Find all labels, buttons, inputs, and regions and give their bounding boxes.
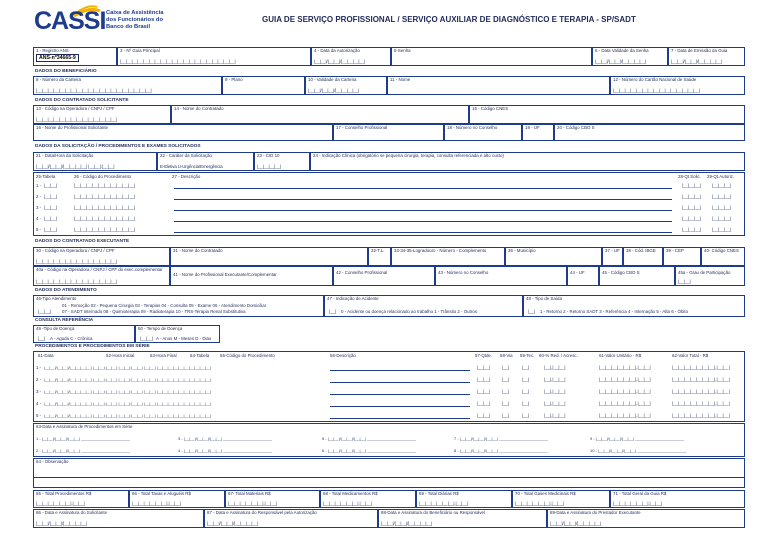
label-tipo-atendimento: 46-Tipo Atendimento: [36, 296, 77, 301]
field-total-procedimentos[interactable]: [33, 490, 129, 508]
value-cid10: |__|__|__|__|: [257, 164, 281, 169]
value-validade-senha: |__|__|/|__|__|/|__|__|__|__|: [595, 59, 647, 64]
row-number: 4 -: [36, 401, 42, 406]
row-qt-solic-input[interactable]: |__|__|__|: [682, 183, 702, 188]
label-grau-participacao: 45a - Grau de Participação: [678, 270, 731, 275]
field-nome-beneficiario[interactable]: [387, 76, 610, 95]
row-valor-total-input[interactable]: |__|__|__|__|__|__|__|,|__|__|: [672, 365, 730, 370]
field-numero-conselho-solic[interactable]: [444, 124, 522, 141]
value-data-autorizacao: |__|__|/|__|__|/|__|__|__|__|: [314, 59, 366, 64]
value-cod-operadora-exec: |__|__|__|__|__|__|__|__|__|__|__|__|__|__|: [36, 259, 118, 264]
tempo-doenca-options: A - Anos M - Meses D - Dias: [156, 336, 212, 341]
field-total-gases[interactable]: [512, 490, 610, 508]
section-atendimento: DADOS DO ATENDIMENTO: [35, 288, 97, 293]
field-ibge[interactable]: [623, 247, 663, 266]
row-tec-input[interactable]: |__|: [522, 377, 530, 382]
label-tl: 32-T.L.: [371, 248, 385, 253]
field-numero-carteira[interactable]: [33, 76, 222, 95]
row-tabela-input[interactable]: |__|__|: [44, 205, 58, 210]
row-tabela-input[interactable]: |__|__|: [44, 194, 58, 199]
row-qt-autoriz-input[interactable]: |__|__|__|: [712, 194, 732, 199]
label-assinatura-beneficiario: 88-Data e Assinatura do Beneficiário ou Responsável: [381, 510, 485, 515]
label-cep: 39 - CEP: [666, 248, 684, 253]
table-procedimentos-solicitados: [33, 172, 745, 236]
value-numero-carteira: |__|__|__|__|__|__|__|__|__|__|__|__|__|__|__|__|__|__|__|__|: [36, 88, 152, 93]
row-tabela-input[interactable]: |__|__|: [44, 183, 58, 188]
signature-serie-item[interactable]: 9 - |__|__|/|__|__|/|__|__| ______________________: [590, 436, 685, 441]
row-descricao-line[interactable]: [330, 406, 470, 407]
field-conselho-exec[interactable]: [333, 266, 435, 286]
section-contratado-solicitante: DADOS DO CONTRATADO SOLICITANTE: [35, 98, 129, 103]
row-data-hora-codigo-input[interactable]: |__|__|/|__|__|/|__|__|__|__| |__|__|:|__|__| |__|__|:|__|__| |__|__| |__|__|__|__|__|__|__|__|__|__|: [44, 389, 212, 394]
row-descricao-line[interactable]: [330, 418, 470, 419]
signature-serie-item[interactable]: 10 - |__|__|/|__|__|/|__|__| ______________________: [590, 448, 687, 453]
field-validade-senha[interactable]: [592, 47, 668, 66]
row-tec-input[interactable]: |__|: [522, 401, 530, 406]
row-qt-solic-input[interactable]: |__|__|__|: [682, 227, 702, 232]
value-cns: |__|__|__|__|__|__|__|__|__|__|__|__|__|__|__|: [613, 88, 700, 93]
field-total-diarias[interactable]: [416, 490, 512, 508]
label-total-taxas: 66 - Total Taxas e Aluguéis R$: [132, 491, 191, 496]
value-total-procedimentos: |__|__|__|__|__|__|,|__|__|: [36, 501, 85, 506]
label-validade-senha: 6 - Data Validade da Senha: [595, 48, 649, 53]
header-descricao: 27 - Descrição: [172, 174, 201, 179]
tipo-saida-box: |__|: [528, 309, 536, 314]
header-hora-final: 53-Hora Final: [150, 353, 177, 358]
row-valor-total-input[interactable]: |__|__|__|__|__|__|__|,|__|__|: [672, 389, 730, 394]
brand-tagline-1: Caixa de Assistência: [106, 10, 164, 16]
label-assinatura-solicitante: 86 - Data e Assinatura do Solicitante: [36, 510, 108, 515]
label-data-hora-solicitacao: 21 - Data/Hora da Solicitação: [36, 153, 94, 158]
label-cod-operadora-solic: 13 - Código na Operadora / CNPJ / CPF: [36, 106, 115, 111]
label-municipio: 36 - Município: [508, 248, 536, 253]
row-number: 5 -: [36, 413, 42, 418]
label-cnes-exec: 40- Código CNES: [704, 248, 739, 253]
field-cod-operadora-exec[interactable]: [33, 247, 170, 266]
label-total-medicamentos: 68 - Total Medicamentos R$: [323, 491, 378, 496]
row-valor-unitario-input[interactable]: |__|__|__|__|__|__|,|__|__|: [599, 401, 651, 406]
label-uf-solic: 19 - UF: [525, 125, 540, 130]
value-total-gases: |__|__|__|__|__|__|,|__|__|: [515, 501, 564, 506]
row-qt-solic-input[interactable]: |__|__|__|: [682, 216, 702, 221]
row-qtde-input[interactable]: |__|__|: [477, 401, 491, 406]
row-codigo-input[interactable]: |__|__|__|__|__|__|__|__|__|__|: [74, 205, 136, 210]
label-registro-ans: 1 - Registro ANS: [36, 48, 69, 53]
row-data-hora-codigo-input[interactable]: |__|__|/|__|__|/|__|__|__|__| |__|__|:|__|__| |__|__|:|__|__| |__|__| |__|__|__|__|__|__|__|__|__|__|: [44, 401, 212, 406]
label-carater-solicitacao: 22 - Caráter da Solicitação: [160, 153, 212, 158]
row-red-acresc-input[interactable]: |__|,|__|__|: [544, 401, 566, 406]
label-cid10: 23 - CID 10: [257, 153, 280, 158]
label-cnes-solic: 15 - Código CNES: [472, 106, 509, 111]
row-data-hora-codigo-input[interactable]: |__|__|/|__|__|/|__|__|__|__| |__|__|:|__|__| |__|__|:|__|__| |__|__| |__|__|__|__|__|__|__|__|__|__|: [44, 365, 212, 370]
row-number: 1 -: [36, 183, 42, 188]
label-senha: 5-Senha: [394, 48, 411, 53]
field-nome-contratado-exec[interactable]: [170, 247, 368, 266]
row-valor-unitario-input[interactable]: |__|__|__|__|__|__|,|__|__|: [599, 365, 651, 370]
field-cep[interactable]: [663, 247, 701, 266]
signature-serie-item[interactable]: 4 - |__|__|/|__|__|/|__|__| ______________________: [178, 448, 273, 453]
field-validade-carteira[interactable]: [305, 76, 387, 95]
row-descricao-line[interactable]: [174, 210, 672, 211]
label-tipo-doenca: 49 -Tipo de Doença: [36, 326, 75, 331]
label-indicacao-acidente: 47 - Indicação de Acidente: [327, 296, 379, 301]
section-solicitacao: DADOS DA SOLICITAÇÃO / PROCEDIMENTOS E EXAMES SOLICITADOS: [35, 144, 201, 149]
row-qtde-input[interactable]: |__|__|: [477, 365, 491, 370]
row-qtde-input[interactable]: |__|__|: [477, 377, 491, 382]
field-total-geral[interactable]: [610, 490, 745, 508]
row-number: 2 -: [36, 377, 42, 382]
label-cns: 12 - Número do Cartão Nacional de Saúde: [613, 77, 697, 82]
label-total-diarias: 69 - Total Diárias R$: [419, 491, 459, 496]
field-assinatura-solicitante[interactable]: [33, 509, 204, 528]
tipo-atendimento-box: |__|__|: [38, 309, 52, 314]
value-total-medicamentos: |__|__|__|__|__|__|,|__|__|: [323, 501, 372, 506]
logo: [34, 2, 164, 40]
row-valor-unitario-input[interactable]: |__|__|__|__|__|__|,|__|__|: [599, 389, 651, 394]
row-descricao-line[interactable]: [174, 221, 672, 222]
label-nome-contratado-solic: 14 - Nome do Contratado: [174, 106, 224, 111]
label-observacao: 64 - Observação: [36, 459, 69, 464]
row-tabela-input[interactable]: |__|__|: [44, 216, 58, 221]
label-total-materiais: 67- Total Materiais R$: [228, 491, 271, 496]
field-data-hora-solicitacao[interactable]: [33, 152, 157, 171]
row-codigo-input[interactable]: |__|__|__|__|__|__|__|__|__|__|: [74, 183, 136, 188]
label-numero-carteira: 8 - Número da Carteira: [36, 77, 81, 82]
label-cbo-exec: 45 - Código CBO S: [602, 270, 640, 275]
label-logradouro: 33-34-35-Logradouro - Número - Complemento: [394, 248, 487, 253]
header-valor-unitario: 61-Valor Unitário - R$: [599, 353, 642, 358]
header-descricao-proc: 56-Descrição: [330, 353, 356, 358]
label-total-gases: 70 - Total Gases Medicinais R$: [515, 491, 576, 496]
field-indicacao-acidente[interactable]: [324, 295, 523, 317]
field-assinatura-autorizacao[interactable]: [204, 509, 378, 528]
row-codigo-input[interactable]: |__|__|__|__|__|__|__|__|__|__|: [74, 216, 136, 221]
label-uf-compl: 44 - UF: [570, 270, 585, 275]
tipo-atendimento-options-1: 01 - Remoção 02 - Pequena Cirurgia 03 - Terapias 04 - Consulta 05 - Exame 06 - Atendimento Domiciliar: [62, 303, 267, 308]
value-cod-operadora-solic: |__|__|__|__|__|__|__|__|__|__|__|__|__|__|: [36, 117, 118, 122]
row-data-hora-codigo-input[interactable]: |__|__|/|__|__|/|__|__|__|__| |__|__|:|__|__| |__|__|:|__|__| |__|__| |__|__|__|__|__|__|__|__|__|__|: [44, 413, 212, 418]
signature-serie-item[interactable]: 2 - |__|__|/|__|__|/|__|__| ______________________: [36, 448, 131, 453]
row-red-acresc-input[interactable]: |__|,|__|__|: [544, 413, 566, 418]
field-profissional-solic[interactable]: [33, 124, 333, 141]
value-data-hora-solicitacao: |__|__|/|__|__|/|__|__|__|__| |__|__|:|__|__|: [36, 164, 115, 169]
value-total-geral: |__|__|__|__|__|__|,|__|__|: [613, 501, 662, 506]
header-qt-solic: 28-Qt.Solic.: [678, 174, 701, 179]
label-assinaturas-serie: 63-Data e Assinatura de Procedimentos em Série: [36, 424, 133, 429]
row-qt-autoriz-input[interactable]: |__|__|__|: [712, 205, 732, 210]
tipo-doenca-options: A - Aguda C - Crônica: [50, 336, 93, 341]
field-cbo-exec[interactable]: [599, 266, 675, 286]
label-indicacao-clinica: 24 - Indicação Clínica (obrigatório se pequena cirurgia, terapia, consulta referenciada e alto custo): [313, 153, 504, 158]
label-nome-contratado-exec: 31 - Nome do Contratado: [173, 248, 223, 253]
row-descricao-line[interactable]: [330, 394, 470, 395]
field-indicacao-clinica[interactable]: [310, 152, 745, 171]
row-descricao-line[interactable]: [174, 188, 672, 189]
field-total-medicamentos[interactable]: [320, 490, 416, 508]
field-grau-participacao[interactable]: [675, 266, 745, 286]
signature-serie-item[interactable]: 8 - |__|__|/|__|__|/|__|__| ______________________: [454, 448, 549, 453]
label-assinatura-autorizacao: 87 - Data e Assinatura do Responsável pela Autorização: [207, 510, 317, 515]
header-qtde: 57-Qtde.: [475, 353, 493, 358]
signature-serie-item[interactable]: 3 - |__|__|/|__|__|/|__|__| ______________________: [178, 436, 273, 441]
header-codigo-proc: 26 - Código do Procedimento: [74, 174, 132, 179]
field-cnes-solic[interactable]: [469, 105, 745, 124]
label-conselho-exec: 42 - Conselho Profissional: [336, 270, 388, 275]
field-cns[interactable]: [610, 76, 745, 95]
signature-serie-item[interactable]: 5 - |__|__|/|__|__|/|__|__| ______________________: [322, 436, 417, 441]
header-data: 51-Data: [38, 353, 54, 358]
row-via-input[interactable]: |__|: [502, 401, 510, 406]
field-tipo-saida[interactable]: [523, 295, 745, 317]
brand-tagline-3: Banco do Brasil: [106, 24, 151, 30]
field-registro-ans[interactable]: [33, 47, 117, 66]
table-procedimentos-realizados: [33, 351, 745, 422]
row-red-acresc-input[interactable]: |__|,|__|__|: [544, 365, 566, 370]
header-qt-autoriz: 29-Qt.Autoriz.: [707, 174, 735, 179]
field-senha[interactable]: [391, 47, 592, 66]
field-cbo-solic[interactable]: [554, 124, 745, 141]
section-beneficiario: DADOS DO BENEFICIÁRIO: [35, 69, 97, 74]
row-number: 5 -: [36, 227, 42, 232]
label-data-autorizacao: 4 - Data da Autorização: [314, 48, 360, 53]
field-cid10[interactable]: [254, 152, 310, 171]
label-total-geral: 71 - Total Geral da Guia R$: [613, 491, 667, 496]
row-valor-total-input[interactable]: |__|__|__|__|__|__|__|,|__|__|: [672, 413, 730, 418]
label-cbo-solic: 20 - Código CBO S: [557, 125, 595, 130]
label-numero-conselho-solic: 18 - Número no Conselho: [447, 125, 498, 130]
value-assinatura-beneficiario: |__|__|/|__|__|/|__|__|__|__|: [381, 521, 433, 526]
field-observacao[interactable]: [33, 458, 745, 488]
field-guia-principal[interactable]: [117, 47, 311, 66]
row-valor-unitario-input[interactable]: |__|__|__|__|__|__|,|__|__|: [599, 377, 651, 382]
label-uf-exec: 37 - UF: [605, 248, 620, 253]
field-tempo-doenca[interactable]: [135, 325, 220, 343]
field-carater-solicitacao[interactable]: [157, 152, 254, 171]
row-valor-unitario-input[interactable]: |__|__|__|__|__|__|,|__|__|: [599, 413, 651, 418]
row-red-acresc-input[interactable]: |__|,|__|__|: [544, 377, 566, 382]
field-cod-operadora-compl[interactable]: [33, 266, 170, 286]
field-nome-contratado-solic[interactable]: [171, 105, 469, 124]
value-total-taxas: |__|__|__|__|__|__|,|__|__|: [132, 501, 181, 506]
value-assinatura-solicitante: |__|__|/|__|__|/|__|__|__|__|: [36, 521, 88, 526]
row-qt-solic-input[interactable]: |__|__|__|: [682, 194, 702, 199]
field-data-emissao[interactable]: [668, 47, 745, 66]
row-number: 3 -: [36, 389, 42, 394]
label-guia-principal: 3 - Nº Guia Principal: [120, 48, 160, 53]
header-valor-total: 62-Valor Total - R$: [672, 353, 709, 358]
label-tempo-doenca: 50 - Tempo de Doença: [138, 326, 183, 331]
field-tipo-doenca[interactable]: [33, 325, 135, 343]
row-red-acresc-input[interactable]: |__|,|__|__|: [544, 389, 566, 394]
field-plano[interactable]: [222, 76, 305, 95]
indicacao-acidente-options: 0 - Acidente ou doença relacionado ao trabalho 1 - Trânsito 2 - Outros: [341, 309, 477, 314]
row-tec-input[interactable]: |__|: [522, 389, 530, 394]
label-conselho-solic: 17 - Conselho Profissional: [336, 125, 388, 130]
value-guia-principal: |__|__|__|__|__|__|__|__|__|__|__|__|__|__|__|__|__|__|__|__|: [120, 59, 236, 64]
row-qtde-input[interactable]: |__|__|: [477, 413, 491, 418]
form-title: GUIA DE SERVIÇO PROFISSIONAL / SERVIÇO AUXILIAR DE DIAGNÓSTICO E TERAPIA - SP/SADT: [262, 15, 636, 24]
label-total-procedimentos: 65 - Total Procedimentos R$: [36, 491, 92, 496]
value-validade-carteira: |__|__|/|__|__|/|__|__|__|__|: [308, 88, 360, 93]
row-qt-autoriz-input[interactable]: |__|__|__|: [712, 227, 732, 232]
row-via-input[interactable]: |__|: [502, 389, 510, 394]
row-via-input[interactable]: |__|: [502, 365, 510, 370]
field-logradouro[interactable]: [391, 247, 505, 266]
label-tipo-saida: 48 - Tipo de Saída: [526, 296, 562, 301]
header-hora-inicial: 52-Hora Inicial: [106, 353, 135, 358]
brand-tagline-2: dos Funcionários do: [106, 17, 164, 23]
field-total-materiais[interactable]: [225, 490, 320, 508]
value-total-diarias: |__|__|__|__|__|__|,|__|__|: [419, 501, 468, 506]
ans-number: ANS-nº34665-9: [36, 54, 79, 62]
field-uf-exec[interactable]: [602, 247, 623, 266]
header-tec: 59-Tec.: [520, 353, 535, 358]
value-grau-participacao: |__|__|: [678, 279, 691, 284]
label-nome-beneficiario: 11 - Nome: [390, 77, 411, 82]
header-red-acresc: 60-% Red. / Acresc.: [539, 353, 578, 358]
row-descricao-line[interactable]: [174, 232, 672, 233]
section-consulta-referencia: CONSULTA REFERÊNCIA: [35, 318, 94, 323]
indicacao-acidente-box: |__|: [329, 309, 337, 314]
label-ibge: 38 - Cód. IBGE: [626, 248, 656, 253]
field-assinatura-prestador[interactable]: [547, 509, 745, 528]
field-cod-operadora-solic[interactable]: [33, 105, 171, 124]
observacao-line: [34, 477, 745, 478]
label-profissional-exec: 41 - Nome do Profissional Executante/Complementar: [173, 272, 277, 277]
label-numero-conselho-exec: 43 - Número no Conselho: [438, 270, 489, 275]
row-valor-total-input[interactable]: |__|__|__|__|__|__|__|,|__|__|: [672, 401, 730, 406]
row-qt-autoriz-input[interactable]: |__|__|__|: [712, 216, 732, 221]
label-profissional-solic: 16 - Nome do Profissional Solicitante: [36, 125, 108, 130]
row-tec-input[interactable]: |__|: [522, 365, 530, 370]
label-data-emissao: 7 - Data de Emissão da Guia: [671, 48, 728, 53]
signature-serie-item[interactable]: 1 - |__|__|/|__|__|/|__|__| ______________________: [36, 436, 131, 441]
row-descricao-line[interactable]: [174, 199, 672, 200]
label-cod-operadora-compl: 40a - Código na Operadora / CNPJ / CPF do exec.complementar: [36, 267, 163, 272]
row-codigo-input[interactable]: |__|__|__|__|__|__|__|__|__|__|: [74, 227, 136, 232]
row-valor-total-input[interactable]: |__|__|__|__|__|__|__|,|__|__|: [672, 377, 730, 382]
signature-serie-item[interactable]: 6 - |__|__|/|__|__|/|__|__| ______________________: [322, 448, 417, 453]
value-data-emissao: |__|__|/|__|__|/|__|__|__|__|: [671, 59, 723, 64]
field-total-taxas[interactable]: [129, 490, 225, 508]
field-tipo-atendimento[interactable]: [33, 295, 324, 317]
tipo-doenca-box: |__|: [38, 336, 46, 341]
field-uf-compl[interactable]: [567, 266, 599, 286]
row-descricao-line[interactable]: [330, 382, 470, 383]
row-codigo-input[interactable]: |__|__|__|__|__|__|__|__|__|__|: [74, 194, 136, 199]
value-assinatura-autorizacao: |__|__|/|__|__|/|__|__|__|__|: [207, 521, 259, 526]
field-municipio[interactable]: [505, 247, 602, 266]
signature-serie-item[interactable]: 7 - |__|__|/|__|__|/|__|__| ______________________: [454, 436, 549, 441]
header-tabela-proc: 54-Tabela: [190, 353, 210, 358]
field-data-autorizacao[interactable]: [311, 47, 391, 66]
field-uf-solic[interactable]: [522, 124, 554, 141]
value-assinatura-prestador: |__|__|/|__|__|/|__|__|__|__|: [550, 521, 602, 526]
label-cod-operadora-exec: 30 - Código na Operadora / CNPJ / CPF: [36, 248, 115, 253]
header-codigo-procedimento: 55-Código do Procedimento: [220, 353, 275, 358]
field-assinatura-beneficiario[interactable]: [378, 509, 547, 528]
tipo-saida-options: 1 - Retorno 2 - Retorno SADT 3 - Referência 4 - Internação 5 - Alta 6 - Óbito: [540, 309, 689, 314]
field-conselho-solic[interactable]: [333, 124, 444, 141]
row-number: 4 -: [36, 216, 42, 221]
row-number: 3 -: [36, 205, 42, 210]
value-carater-solicitacao: E-Eletiva U-Urgência/Emergência: [160, 164, 223, 169]
header-tabela: 25-Tabela: [36, 174, 56, 179]
row-tabela-input[interactable]: |__|__|: [44, 227, 58, 232]
tipo-atendimento-options-2: 07 - SADT Internado 08 - Quimioterapia 09 - Radioterapia 10 - TRS-Terapia Renal Substitutiva: [62, 309, 246, 314]
row-via-input[interactable]: |__|: [502, 413, 510, 418]
header-via: 58-Via: [500, 353, 513, 358]
field-numero-conselho-exec[interactable]: [435, 266, 567, 286]
brand-name: CASSI: [34, 7, 106, 35]
row-qt-solic-input[interactable]: |__|__|__|: [682, 205, 702, 210]
label-validade-carteira: 10 - Validade da Carteira: [308, 77, 357, 82]
row-qtde-input[interactable]: |__|__|: [477, 389, 491, 394]
row-tec-input[interactable]: |__|: [522, 413, 530, 418]
field-tl[interactable]: [368, 247, 391, 266]
value-total-materiais: |__|__|__|__|__|__|,|__|__|: [228, 501, 277, 506]
row-via-input[interactable]: |__|: [502, 377, 510, 382]
field-assinaturas-serie[interactable]: [33, 423, 745, 457]
row-qt-autoriz-input[interactable]: |__|__|__|: [712, 183, 732, 188]
label-plano: 9 - Plano: [225, 77, 243, 82]
label-assinatura-prestador: 89-Data e Assinatura do Prestador Executante: [550, 510, 641, 515]
row-data-hora-codigo-input[interactable]: |__|__|/|__|__|/|__|__|__|__| |__|__|:|__|__| |__|__|:|__|__| |__|__| |__|__|__|__|__|__|__|__|__|__|: [44, 377, 212, 382]
section-contratado-executante: DADOS DO CONTRATADO EXECUTANTE: [35, 239, 130, 244]
field-profissional-exec[interactable]: [170, 266, 333, 286]
row-descricao-line[interactable]: [330, 370, 470, 371]
section-procedimentos-serie: PROCEDIMENTOS E PROCEDIMENTOS EM SÉRIE: [35, 344, 150, 349]
row-number: 2 -: [36, 194, 42, 199]
tempo-doenca-box: |__|__|: [140, 336, 154, 341]
value-cod-operadora-compl: |__|__|__|__|__|__|__|__|__|__|__|__|__|__|: [36, 279, 118, 284]
field-cnes-exec[interactable]: [701, 247, 745, 266]
row-number: 1 -: [36, 365, 42, 370]
